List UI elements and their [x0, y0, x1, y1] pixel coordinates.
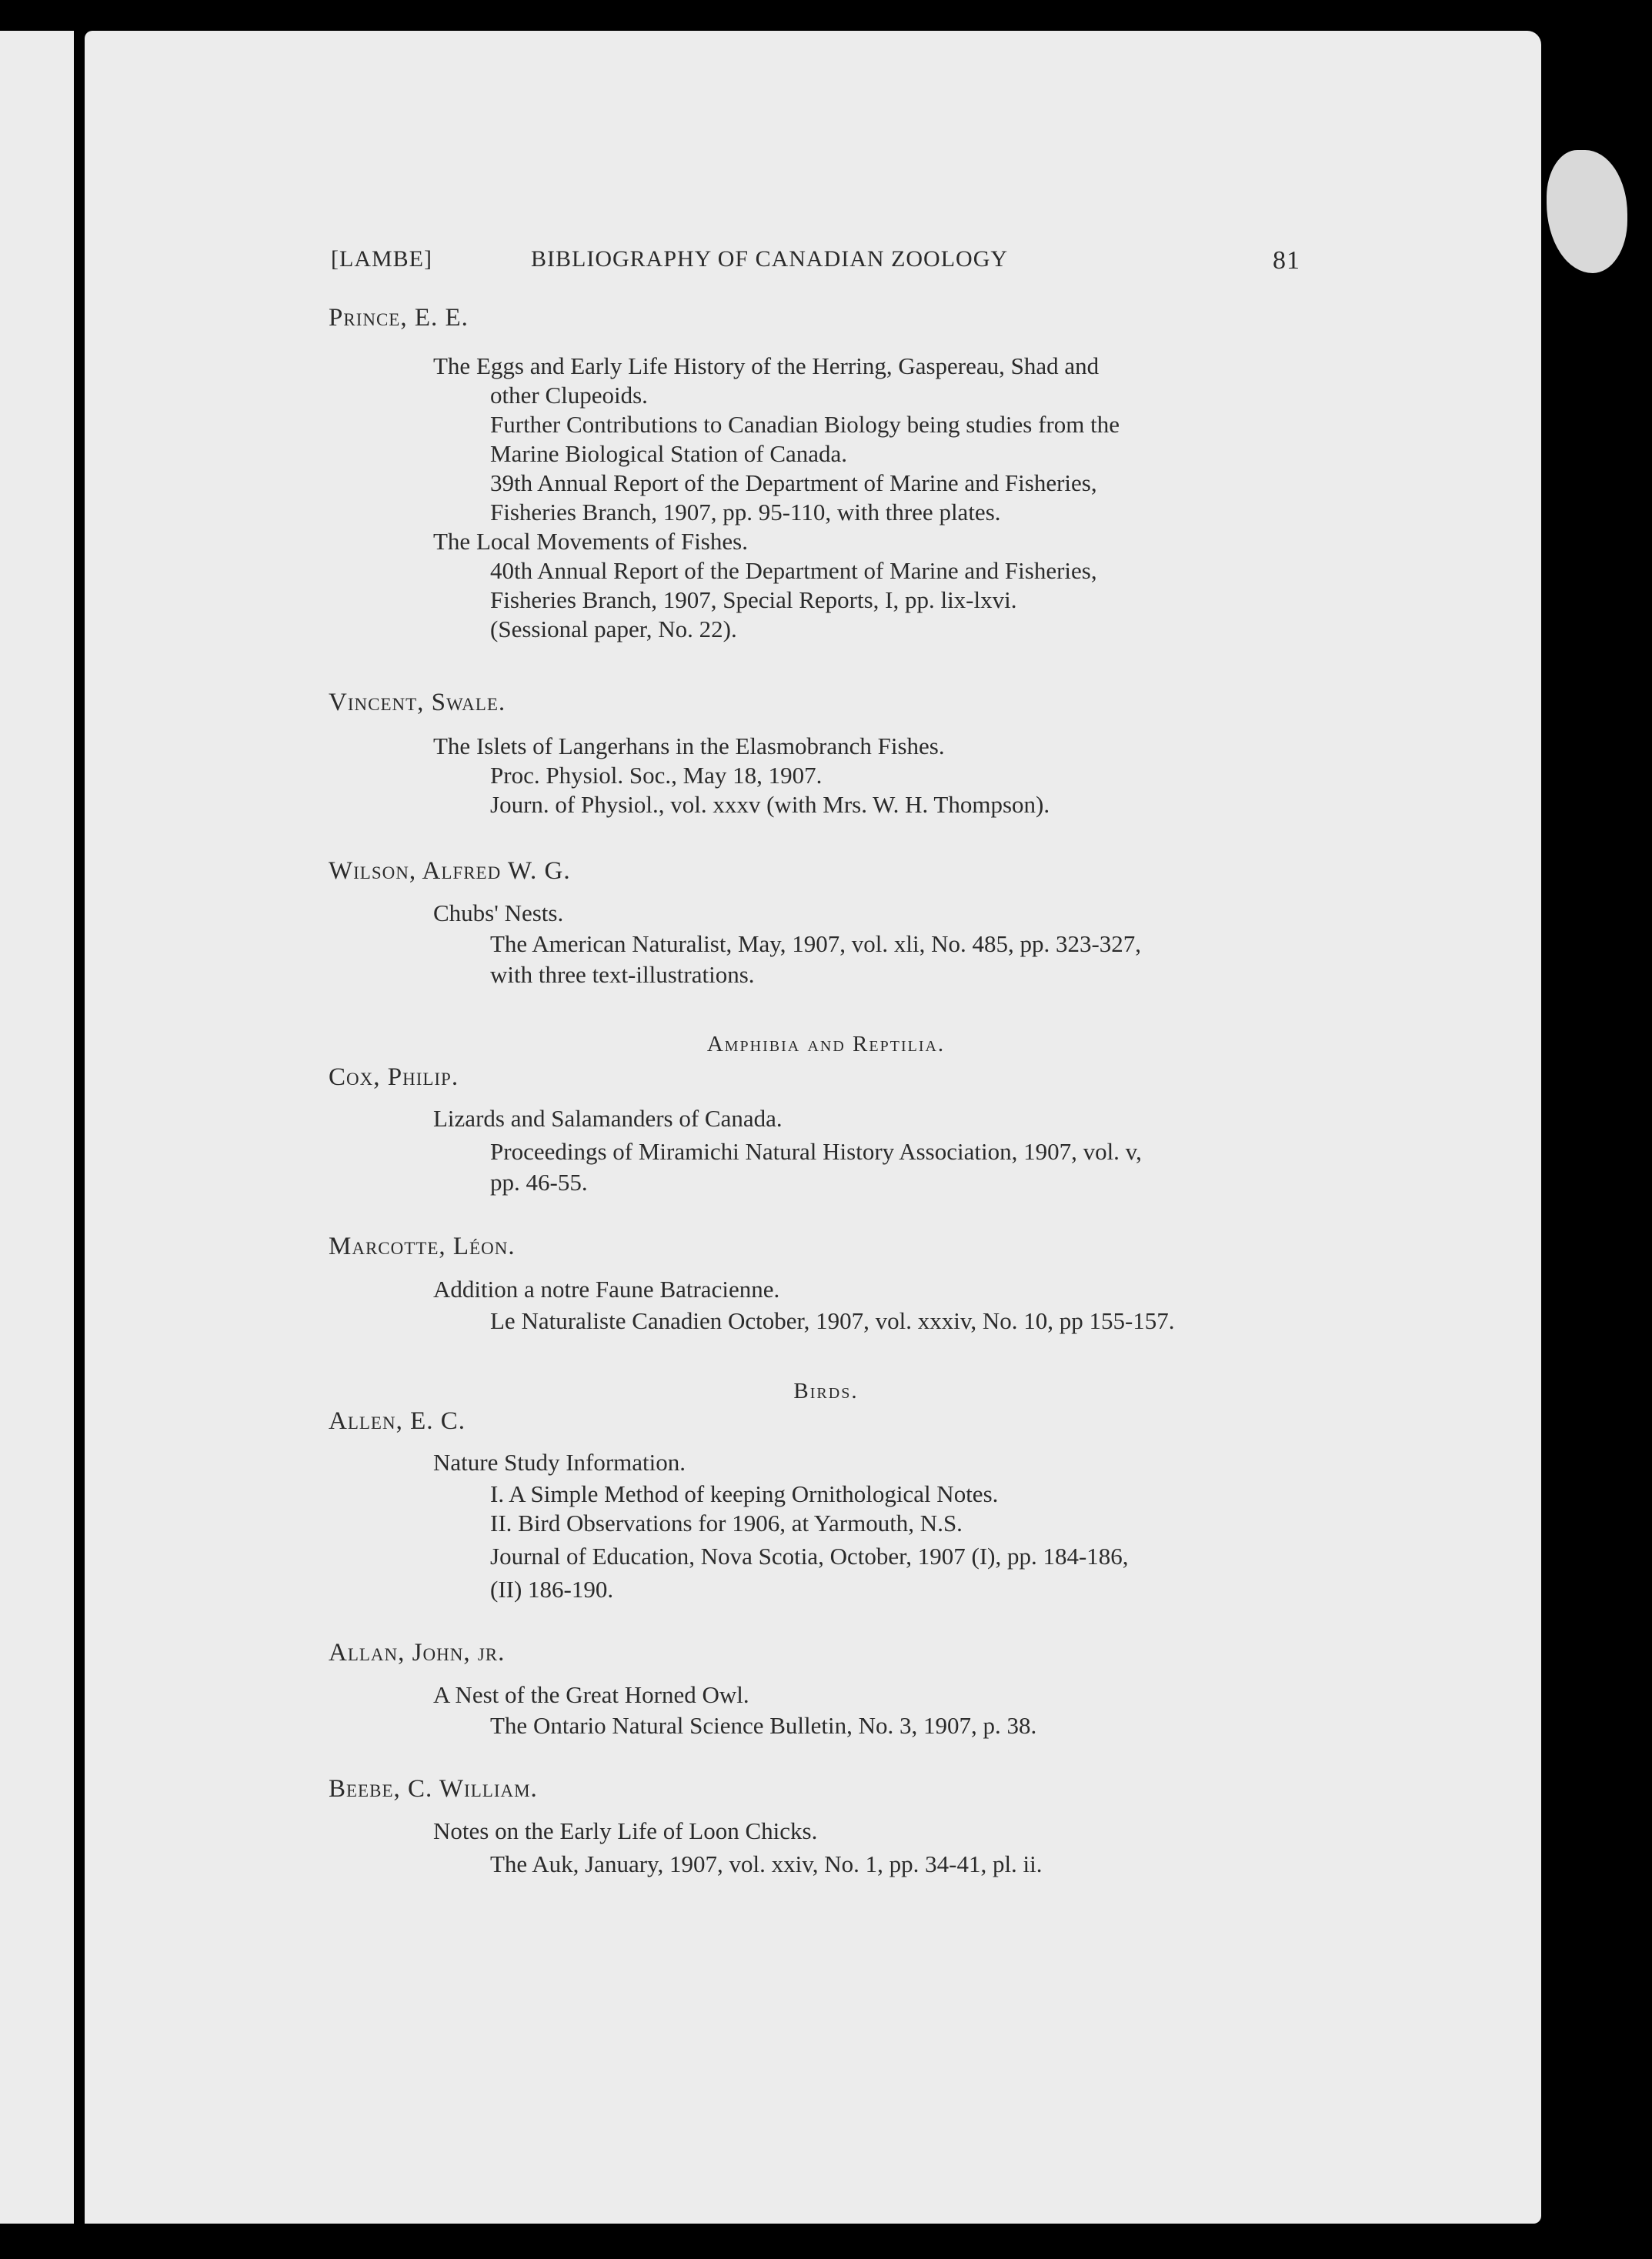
- section-heading: Amphibia and Reptilia.: [706, 1032, 946, 1056]
- entry-title-line: Chubs' Nests.: [433, 899, 564, 926]
- page-number: 81: [1273, 246, 1300, 275]
- entry-citation-line: (II) 186-190.: [490, 1576, 614, 1603]
- entry-citation-line: with three text-illustrations.: [490, 961, 755, 988]
- entry-title-line: other Clupeoids.: [490, 382, 648, 409]
- entry-citation-line: Proceedings of Miramichi Natural History Association, 1907, vol. v,: [490, 1138, 1142, 1165]
- entry-citation-line: Fisheries Branch, 1907, Special Reports, I, pp. lix-lxvi.: [490, 586, 1017, 613]
- entry-citation-line: Further Contributions to Canadian Biology being studies from the: [490, 411, 1120, 438]
- entry-citation-line: (Sessional paper, No. 22).: [490, 616, 737, 642]
- entry-citation-line: Journal of Education, Nova Scotia, October, 1907 (I), pp. 184-186,: [490, 1543, 1129, 1570]
- entry-citation-line: The Ontario Natural Science Bulletin, No. 3, 1907, p. 38.: [490, 1712, 1037, 1739]
- author-heading: Prince, E. E.: [329, 304, 469, 332]
- entry-title-line: Nature Study Information.: [433, 1449, 686, 1476]
- section-heading: Birds.: [793, 1379, 859, 1403]
- entry-title-line: Addition a notre Faune Batracienne.: [433, 1276, 780, 1303]
- author-heading: Wilson, Alfred W. G.: [329, 857, 571, 885]
- running-head-title: BIBLIOGRAPHY OF CANADIAN ZOOLOGY: [531, 246, 1009, 272]
- entry-citation-line: Fisheries Branch, 1907, pp. 95-110, with three plates.: [490, 499, 1001, 526]
- author-heading: Marcotte, Léon.: [329, 1233, 516, 1260]
- entry-citation-line: 39th Annual Report of the Department of Marine and Fisheries,: [490, 469, 1097, 496]
- entry-citation-line: Journ. of Physiol., vol. xxxv (with Mrs. W. H. Thompson).: [490, 791, 1050, 818]
- entry-title-line: A Nest of the Great Horned Owl.: [433, 1681, 749, 1708]
- running-head: [331, 246, 1300, 280]
- entry-title-line: The Eggs and Early Life History of the Herring, Gaspereau, Shad and: [433, 352, 1100, 379]
- entry-citation-line: Marine Biological Station of Canada.: [490, 440, 848, 467]
- entry-title-line: Notes on the Early Life of Loon Chicks.: [433, 1817, 818, 1844]
- entry-citation-line: Proc. Physiol. Soc., May 18, 1907.: [490, 762, 823, 789]
- author-heading: Allan, John, jr.: [329, 1639, 506, 1667]
- entry-citation-line: pp. 46-55.: [490, 1169, 588, 1196]
- entry-title-line: Lizards and Salamanders of Canada.: [433, 1105, 783, 1132]
- author-heading: Allen, E. C.: [329, 1407, 466, 1435]
- author-heading: Cox, Philip.: [329, 1063, 459, 1091]
- author-heading: Beebe, C. William.: [329, 1775, 538, 1803]
- entry-title-line: I. A Simple Method of keeping Ornithological Notes.: [490, 1480, 999, 1507]
- entry-citation-line: 40th Annual Report of the Department of Marine and Fisheries,: [490, 557, 1097, 584]
- entry-title-line: The Islets of Langerhans in the Elasmobranch Fishes.: [433, 732, 945, 759]
- entry-title-line: II. Bird Observations for 1906, at Yarmouth, N.S.: [490, 1510, 963, 1537]
- author-heading: Vincent, Swale.: [329, 689, 506, 716]
- entry-citation-line: The American Naturalist, May, 1907, vol. xli, No. 485, pp. 323-327,: [490, 930, 1142, 957]
- entry-title-line: The Local Movements of Fishes.: [433, 528, 748, 555]
- entry-citation-line: The Auk, January, 1907, vol. xxiv, No. 1, pp. 34-41, pl. ii.: [490, 1850, 1043, 1877]
- entry-citation-line: Le Naturaliste Canadien October, 1907, vol. xxxiv, No. 10, pp 155-157.: [490, 1307, 1175, 1334]
- running-head-author: [LAMBE]: [331, 246, 432, 272]
